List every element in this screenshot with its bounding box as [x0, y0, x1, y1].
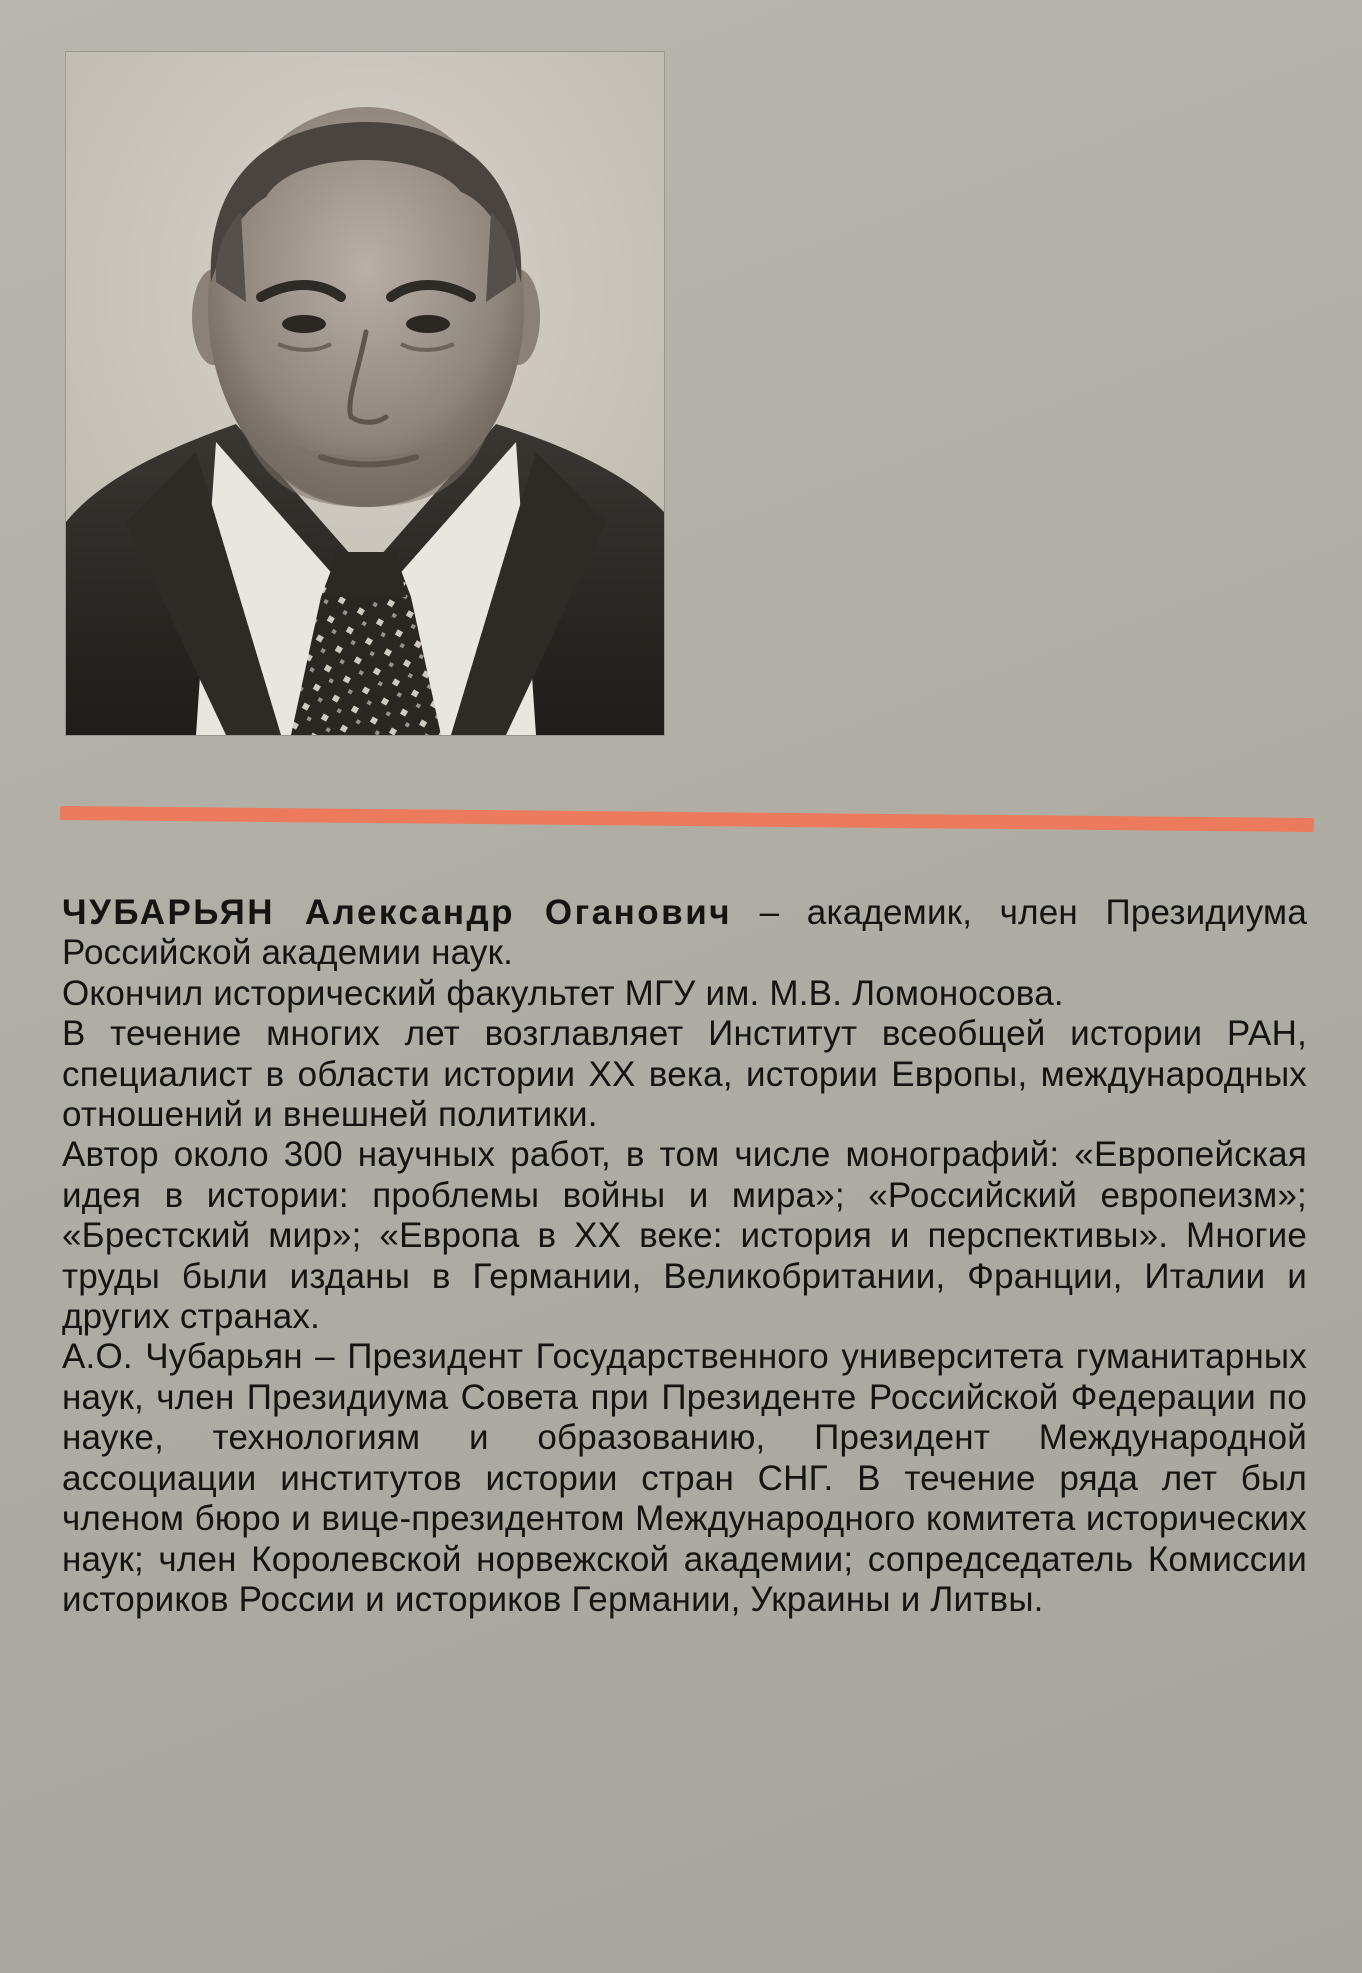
bio-paragraph-intro	[62, 893, 1307, 974]
bio-paragraph-education: Окончил исторический факультет МГУ им. М.В. Ломоносова.	[62, 973, 1064, 1013]
author-biography	[62, 893, 1307, 1620]
portrait-illustration	[66, 52, 664, 735]
bio-paragraph-roles: А.О. Чубарьян – Президент Государственного университета гуманитарных наук, член Президиума Совета при Президенте Российской Федерации по науке, технологиям и образованию, Президент Международной ассоциации институтов истории стран СНГ. В течение ряда лет был членом бюро и вице-президентом Международного комитета исторических наук; член Королевской норвежской академии; сопредседатель Комиссии историков России и историков Германии, Украины и Литвы.	[62, 1337, 1307, 1619]
author-name: ЧУБАРЬЯН Александр Оганович	[62, 893, 733, 932]
portrait-photo	[66, 52, 664, 735]
author-title: – академик, член Президиума Российской академии наук.	[62, 893, 1307, 973]
accent-divider	[60, 806, 1314, 832]
bio-paragraph-works: Автор около 300 научных работ, в том числе монографий: «Европейская идея в истории: проблемы войны и мира»; «Российский европеизм»; «Брестский мир»; «Европа в XX веке: история и перспективы». Многие труды были изданы в Германии, Великобритании, Франции, Италии и других странах.	[62, 1135, 1307, 1337]
bio-paragraph-position: В течение многих лет возглавляет Институт всеобщей истории РАН, специалист в области истории XX века, истории Европы, международных отношений и внешней политики.	[62, 1014, 1307, 1135]
